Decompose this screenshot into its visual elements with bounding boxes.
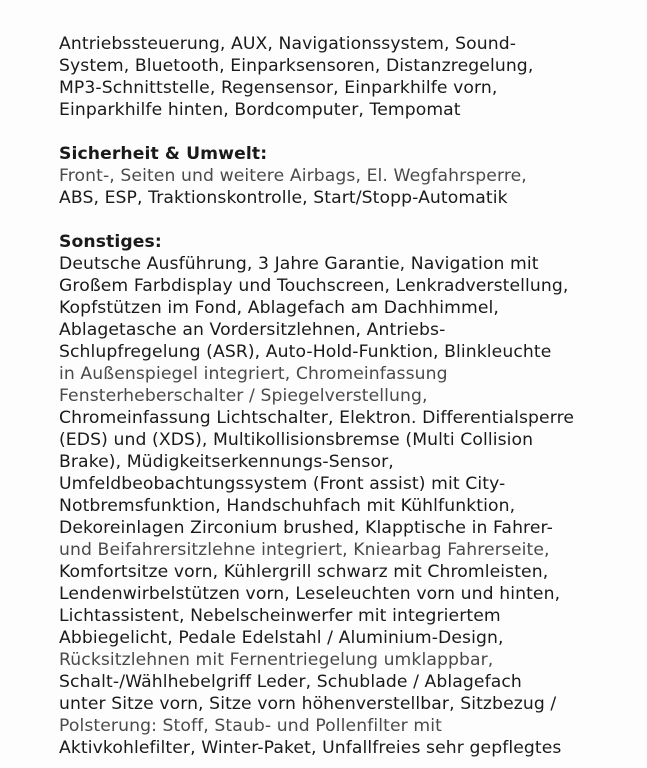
safety-section (59, 143, 619, 209)
text-line: Brake), Müdigkeitserkennungs-Sensor, (59, 452, 394, 472)
text-line: Fensterheberschalter / Spiegelverstellung, (59, 386, 428, 406)
text-line: Rücksitzlehnen mit Fernentriegelung umklappbar, (59, 650, 494, 670)
text-line: Schalt-/Wählhebelgriff Leder, Schublade / Ablagefach (59, 672, 522, 692)
text-line: Polsterung: Stoff, Staub- und Pollenfilter mit (59, 716, 442, 736)
text-line: in Außenspiegel integriert, Chromeinfassung (59, 364, 448, 384)
text-line: und Beifahrersitzlehne integriert, Kniearbag Fahrerseite, (59, 540, 550, 560)
text-line: Ablagetasche an Vordersitzlehnen, Antriebs- (59, 320, 446, 340)
text-line: ABS, ESP, Traktionskontrolle, Start/Stopp-Automatik (59, 188, 508, 208)
text-line: Front-, Seiten und weitere Airbags, El. Wegfahrsperre, (59, 166, 527, 186)
text-line: (EDS) und (XDS), Multikollisionsbremse (Multi Collision (59, 430, 534, 450)
text-line: Lichtassistent, Nebelscheinwerfer mit integriertem (59, 606, 501, 626)
equipment-intro (59, 33, 619, 121)
text-line: Lendenwirbelstützen vorn, Leseleuchten vorn und hinten, (59, 584, 561, 604)
text-line: Aktivkohlefilter, Winter-Paket, Unfallfreies sehr gepflegtes (59, 738, 562, 758)
text-line: Großem Farbdisplay und Touchscreen, Lenkradverstellung, (59, 276, 569, 296)
text-line: Umfeldbeobachtungssystem (Front assist) mit City- (59, 474, 506, 494)
text-line: unter Sitze vorn, Sitze vorn höhenverstellbar, Sitzbezug / (59, 694, 557, 714)
text-line: System, Bluetooth, Einparksensoren, Distanzregelung, (59, 56, 534, 76)
text-line: Komfortsitze vorn, Kühlergrill schwarz mit Chromleisten, (59, 562, 549, 582)
text-line: Kopfstützen im Fond, Ablagefach am Dachhimmel, (59, 298, 499, 318)
text-line: Antriebssteuerung, AUX, Navigationssystem, Sound- (59, 34, 517, 54)
text-line: Deutsche Ausführung, 3 Jahre Garantie, Navigation mit (59, 254, 539, 274)
section-heading: Sicherheit & Umwelt: (59, 144, 268, 164)
text-line: Abbiegelicht, Pedale Edelstahl / Aluminium-Design, (59, 628, 504, 648)
misc-section (59, 231, 619, 759)
text-line: Notbremsfunktion, Handschuhfach mit Kühlfunktion, (59, 496, 516, 516)
text-line: Einparkhilfe hinten, Bordcomputer, Tempomat (59, 100, 461, 120)
section-gap (59, 209, 619, 231)
text-line: Chromeinfassung Lichtschalter, Elektron. Differentialsperre (59, 408, 575, 428)
document-content (59, 33, 619, 759)
section-gap (59, 121, 619, 143)
text-line: Dekoreinlagen Zirconium brushed, Klapptische in Fahrer- (59, 518, 553, 538)
section-heading: Sonstiges: (59, 232, 162, 252)
text-line: Schlupfregelung (ASR), Auto-Hold-Funktion, Blinkleuchte (59, 342, 552, 362)
text-line: MP3-Schnittstelle, Regensensor, Einparkhilfe vorn, (59, 78, 498, 98)
